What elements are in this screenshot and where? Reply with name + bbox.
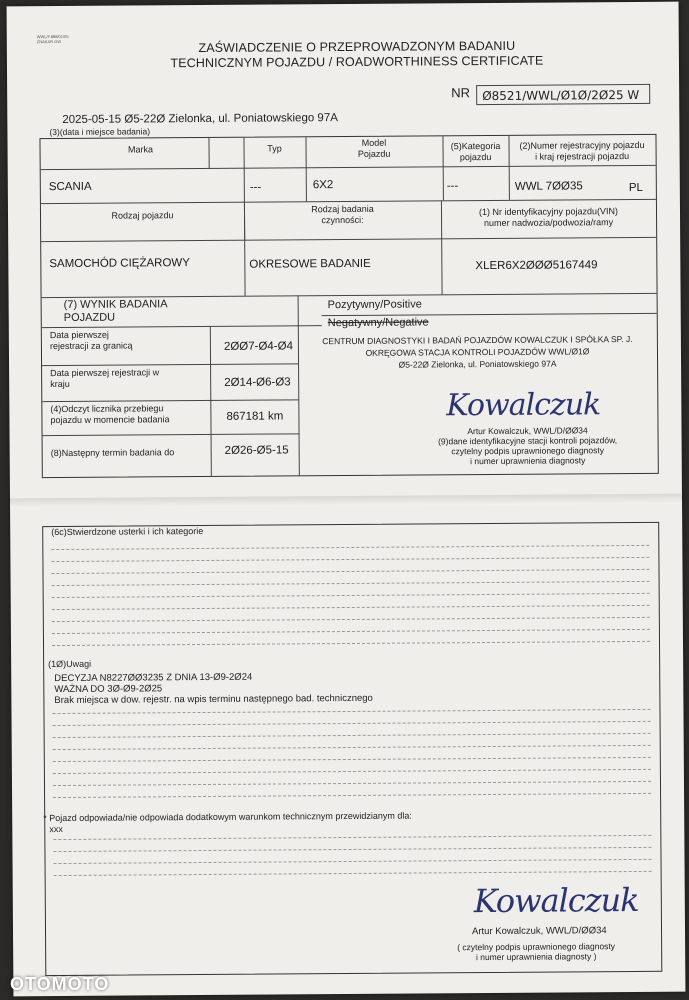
- diagnosta-name: Artur Kowalczuk, WWL/D/ØØ34: [471, 925, 607, 938]
- document-title: ZAŚWIADCZENIE O PRZEPROWADZONYM BADANIU TECHNICZNYM POJAZDU / ROADWORTHINESS CERTIFICATE: [170, 38, 544, 71]
- nr-rejestracyjny-label: (2)Numer rejestracyjny pojazdu i kraj rejestracji pojazdu: [519, 139, 645, 162]
- paper-fold: [10, 494, 682, 509]
- kategoria-label: (5)Kategoria pojazdu: [450, 140, 501, 163]
- result-negative: Negatywny/Negative: [327, 316, 429, 330]
- first-reg-country-value: 2Ø14-Ø6-Ø3: [224, 376, 291, 389]
- model-value: 6X2: [312, 179, 334, 192]
- next-inspection-label: (8)Następny termin badania do: [50, 447, 175, 459]
- remarks-label: (1Ø)Uwagi: [48, 658, 92, 670]
- station-name: CENTRUM DIAGNOSTYKI I BADAŃ POJAZDÓW KOWALCZUK I SPÓŁKA SP. J.: [322, 333, 633, 347]
- otomoto-watermark: OTOMOTO: [10, 974, 110, 994]
- station-caption: (9)dane identyfikacyjne stacji kontroli pojazdów, czytelny podpis uprawnionego diagnosty i numer uprawnienia diagnosty: [438, 435, 618, 467]
- defects-remarks-section: [42, 522, 662, 976]
- nr-label: NR: [451, 85, 470, 101]
- vin-label: (1) Nr identyfikacyjny pojazdu(VIN) numer nadwozia/podwozia/ramy: [478, 206, 619, 229]
- certificate-number: Ø8521/WWL/Ø1Ø/2Ø25 W: [476, 84, 650, 105]
- vehicle-data-table: [39, 134, 658, 478]
- next-inspection-value: 2Ø26-Ø5-15: [224, 444, 289, 457]
- rodzaj-badania-value: OKRESOWE BADANIE: [249, 257, 371, 271]
- additional-conditions-note: * Pojazd odpowiada/nie odpowiada dodatkowym warunkom technicznym przewidzianym dla:: [43, 810, 412, 824]
- form-code: WWL/F.888/01/05 ZNAKAR.GW: [36, 33, 69, 45]
- marka-label: Marka: [128, 144, 154, 155]
- model-label: Model Pojazdu: [357, 137, 391, 159]
- vin-value: XLER6X2ØØØ5167449: [475, 259, 598, 273]
- certificate-sheet: [7, 2, 686, 997]
- result-positive: Pozytywny/Positive: [327, 298, 422, 312]
- diagnosta-caption: ( czytelny podpis uprawnionego diagnosty i numer uprawnienia diagnosty ): [457, 941, 616, 963]
- rodzaj-badania-label: Rodzaj badania czynności:: [311, 203, 374, 226]
- odometer-label: (4)Odczyt licznika przebiegu pojazdu w momencie badania: [50, 403, 170, 426]
- rodzaj-pojazdu-value: SAMOCHÓD CIĘŻAROWY: [49, 257, 190, 271]
- odometer-value: 867181 km: [226, 410, 284, 423]
- station-line2: OKRĘGOWA STACJA KONTROLI POJAZDÓW WWL/Ø1Ø: [365, 346, 590, 358]
- remarks-line1: DECYZJA N8227ØØ3235 Z DNIA 13-Ø9-2Ø24: [54, 671, 253, 685]
- remarks-line2: WAŻNA DO 3Ø-Ø9-2Ø25: [54, 683, 163, 696]
- station-address: Ø5-22Ø Zielonka, ul. Poniatowskiego 97A: [398, 358, 557, 370]
- first-reg-abroad-value: 2ØØ7-Ø4-Ø4: [223, 340, 294, 353]
- additional-conditions-value: xxx: [49, 823, 63, 835]
- station-diagnosta: Artur Kowalczuk, WWL/D/ØØ34: [467, 425, 588, 437]
- first-reg-abroad-label: Data pierwszej rejestracji za granicą: [49, 329, 133, 352]
- wynik-badania-label: (7) WYNIK BADANIA POJAZDU: [63, 298, 168, 324]
- defects-label: (6c)Stwierdzone usterki i ich kategorie: [51, 525, 204, 538]
- typ-label: Typ: [267, 143, 282, 154]
- kategoria-value: ---: [446, 180, 459, 193]
- marka-value: SCANIA: [48, 180, 92, 194]
- first-reg-country-label: Data pierwszej rejestracji w kraju: [50, 367, 160, 390]
- nr-rejestracyjny-value: WWL 7ØØ35: [514, 180, 583, 193]
- inspection-date-place: 2025-05-15 Ø5-22Ø Zielonka, ul. Poniatowskiego 97A: [62, 112, 338, 126]
- typ-value: ---: [249, 181, 262, 194]
- diagnosta-signature: Kowalczuk: [473, 880, 639, 921]
- station-signature: Kowalczuk: [446, 387, 601, 424]
- rodzaj-pojazdu-label: Rodzaj pojazdu: [111, 210, 174, 221]
- inspection-date-place-label: (3)(data i miejsce badania): [49, 126, 151, 138]
- kraj-value: PL: [628, 181, 643, 195]
- remarks-line3: Brak miejsca w dow. rejestr. na wpis terminu następnego bad. technicznego: [54, 692, 373, 707]
